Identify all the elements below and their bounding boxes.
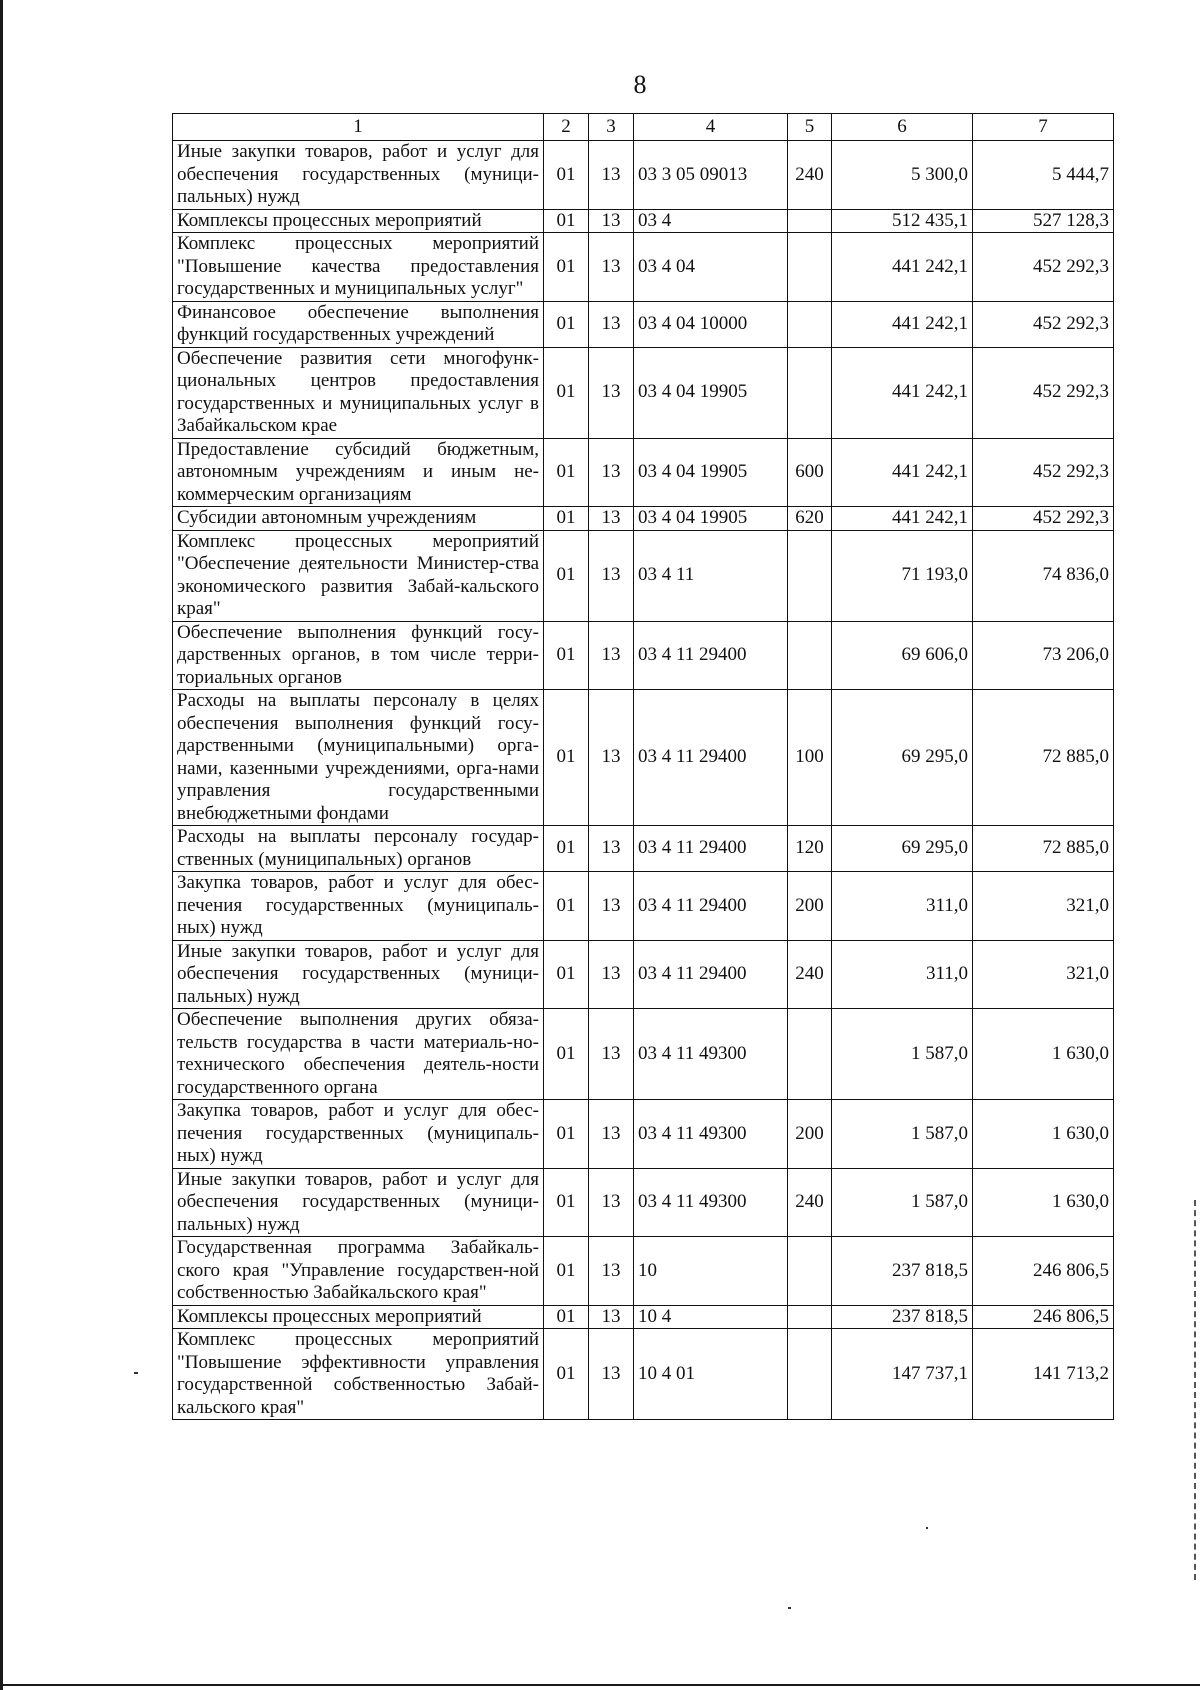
row-subsection-cell: 13 <box>589 1329 634 1420</box>
row-target-article-cell: 03 4 11 49300 <box>634 1009 788 1100</box>
row-expense-type-cell: 240 <box>788 141 832 210</box>
row-subsection-cell: 13 <box>589 438 634 507</box>
row-amount-year2-cell: 74 836,0 <box>973 530 1114 621</box>
row-section-cell: 01 <box>544 347 589 438</box>
row-name-cell: Иные закупки товаров, работ и услуг для обеспечения государственных (муници-пальных) нужд <box>173 141 544 210</box>
column-header: 4 <box>634 114 788 141</box>
row-expense-type-cell <box>788 301 832 347</box>
table-row <box>173 233 1114 302</box>
row-subsection-cell: 13 <box>589 1305 634 1329</box>
row-name-cell: Предоставление субсидий бюджетным, автономным учреждениям и иным не-коммерческим организациям <box>173 438 544 507</box>
row-subsection-cell: 13 <box>589 1168 634 1237</box>
row-amount-year2-cell: 452 292,3 <box>973 233 1114 302</box>
row-section-cell: 01 <box>544 209 589 233</box>
row-amount-year2-cell: 321,0 <box>973 940 1114 1009</box>
row-amount-year2-cell: 73 206,0 <box>973 621 1114 690</box>
row-name-cell: Комплекс процессных мероприятий "Повышение качества предоставления государственных и муниципальных услуг" <box>173 233 544 302</box>
row-amount-year2-cell: 72 885,0 <box>973 826 1114 872</box>
row-section-cell: 01 <box>544 507 589 531</box>
row-target-article-cell: 03 4 04 19905 <box>634 438 788 507</box>
row-amount-year1-cell: 69 295,0 <box>832 826 973 872</box>
row-amount-year1-cell: 311,0 <box>832 872 973 941</box>
row-expense-type-cell <box>788 621 832 690</box>
scan-edge-bottom <box>0 1684 1200 1686</box>
row-amount-year1-cell: 69 295,0 <box>832 690 973 826</box>
row-target-article-cell: 03 4 11 29400 <box>634 690 788 826</box>
row-section-cell: 01 <box>544 690 589 826</box>
row-name-cell: Субсидии автономным учреждениям <box>173 507 544 531</box>
row-target-article-cell: 10 <box>634 1237 788 1306</box>
row-target-article-cell: 10 4 <box>634 1305 788 1329</box>
table-row <box>173 347 1114 438</box>
table-row <box>173 1168 1114 1237</box>
table-row <box>173 209 1114 233</box>
table-row <box>173 872 1114 941</box>
row-target-article-cell: 03 4 11 29400 <box>634 621 788 690</box>
table-row <box>173 690 1114 826</box>
column-header: 6 <box>832 114 973 141</box>
row-target-article-cell: 03 4 11 29400 <box>634 872 788 941</box>
table-row <box>173 1305 1114 1329</box>
row-target-article-cell: 03 3 05 09013 <box>634 141 788 210</box>
row-amount-year2-cell: 72 885,0 <box>973 690 1114 826</box>
table-row <box>173 507 1114 531</box>
row-expense-type-cell: 120 <box>788 826 832 872</box>
row-amount-year2-cell: 141 713,2 <box>973 1329 1114 1420</box>
row-expense-type-cell: 600 <box>788 438 832 507</box>
row-amount-year1-cell: 147 737,1 <box>832 1329 973 1420</box>
row-amount-year1-cell: 71 193,0 <box>832 530 973 621</box>
scan-speck <box>926 1527 928 1529</box>
row-section-cell: 01 <box>544 826 589 872</box>
row-amount-year2-cell: 452 292,3 <box>973 347 1114 438</box>
row-subsection-cell: 13 <box>589 507 634 531</box>
row-expense-type-cell <box>788 530 832 621</box>
row-amount-year1-cell: 512 435,1 <box>832 209 973 233</box>
row-amount-year1-cell: 237 818,5 <box>832 1305 973 1329</box>
row-subsection-cell: 13 <box>589 530 634 621</box>
row-amount-year1-cell: 311,0 <box>832 940 973 1009</box>
row-section-cell: 01 <box>544 438 589 507</box>
table-row <box>173 1329 1114 1420</box>
row-name-cell: Комплексы процессных мероприятий <box>173 209 544 233</box>
row-section-cell: 01 <box>544 141 589 210</box>
row-section-cell: 01 <box>544 872 589 941</box>
row-amount-year2-cell: 1 630,0 <box>973 1168 1114 1237</box>
row-name-cell: Иные закупки товаров, работ и услуг для обеспечения государственных (муници-пальных) нужд <box>173 1168 544 1237</box>
row-expense-type-cell <box>788 1009 832 1100</box>
row-amount-year1-cell: 5 300,0 <box>832 141 973 210</box>
row-name-cell: Государственная программа Забайкаль-ского края "Управление государствен-ной собственностью Забайкальского края" <box>173 1237 544 1306</box>
row-name-cell: Комплекс процессных мероприятий "Повышение эффективности управления государственной собственностью Забай-кальского края" <box>173 1329 544 1420</box>
row-section-cell: 01 <box>544 940 589 1009</box>
table-row <box>173 301 1114 347</box>
row-target-article-cell: 03 4 04 19905 <box>634 507 788 531</box>
row-section-cell: 01 <box>544 1100 589 1169</box>
row-section-cell: 01 <box>544 1237 589 1306</box>
row-name-cell: Закупка товаров, работ и услуг для обес-печения государственных (муниципаль-ных) нужд <box>173 872 544 941</box>
row-target-article-cell: 03 4 11 29400 <box>634 940 788 1009</box>
row-amount-year2-cell: 527 128,3 <box>973 209 1114 233</box>
row-expense-type-cell <box>788 209 832 233</box>
row-subsection-cell: 13 <box>589 1009 634 1100</box>
table-row <box>173 438 1114 507</box>
column-header: 3 <box>589 114 634 141</box>
row-subsection-cell: 13 <box>589 1100 634 1169</box>
table-row <box>173 826 1114 872</box>
row-amount-year1-cell: 441 242,1 <box>832 233 973 302</box>
row-section-cell: 01 <box>544 233 589 302</box>
row-amount-year1-cell: 69 606,0 <box>832 621 973 690</box>
column-header: 1 <box>173 114 544 141</box>
row-name-cell: Обеспечение выполнения функций госу-дарственных органов, в том числе терри-ториальных органов <box>173 621 544 690</box>
row-target-article-cell: 03 4 04 10000 <box>634 301 788 347</box>
row-subsection-cell: 13 <box>589 209 634 233</box>
row-name-cell: Закупка товаров, работ и услуг для обес-печения государственных (муниципаль-ных) нужд <box>173 1100 544 1169</box>
table-row <box>173 1009 1114 1100</box>
row-subsection-cell: 13 <box>589 233 634 302</box>
row-subsection-cell: 13 <box>589 940 634 1009</box>
scan-speck <box>134 1372 138 1374</box>
row-expense-type-cell: 620 <box>788 507 832 531</box>
row-target-article-cell: 03 4 04 <box>634 233 788 302</box>
row-subsection-cell: 13 <box>589 301 634 347</box>
row-section-cell: 01 <box>544 530 589 621</box>
row-section-cell: 01 <box>544 1009 589 1100</box>
row-subsection-cell: 13 <box>589 141 634 210</box>
row-amount-year1-cell: 237 818,5 <box>832 1237 973 1306</box>
row-amount-year2-cell: 5 444,7 <box>973 141 1114 210</box>
row-section-cell: 01 <box>544 1305 589 1329</box>
row-name-cell: Комплекс процессных мероприятий "Обеспечение деятельности Министер-ства экономического развития Забай-кальского края" <box>173 530 544 621</box>
row-amount-year1-cell: 1 587,0 <box>832 1009 973 1100</box>
table-row <box>173 940 1114 1009</box>
row-amount-year1-cell: 441 242,1 <box>832 438 973 507</box>
row-amount-year1-cell: 1 587,0 <box>832 1100 973 1169</box>
row-subsection-cell: 13 <box>589 621 634 690</box>
row-section-cell: 01 <box>544 1168 589 1237</box>
budget-table <box>172 113 1114 1420</box>
row-amount-year2-cell: 452 292,3 <box>973 438 1114 507</box>
table-row <box>173 141 1114 210</box>
table-row <box>173 621 1114 690</box>
row-section-cell: 01 <box>544 1329 589 1420</box>
row-name-cell: Обеспечение развития сети многофунк-циональных центров предоставления государственных и муниципальных услуг в Забайкальском крае <box>173 347 544 438</box>
row-expense-type-cell: 240 <box>788 940 832 1009</box>
row-name-cell: Расходы на выплаты персоналу государ-ственных (муниципальных) органов <box>173 826 544 872</box>
row-expense-type-cell: 100 <box>788 690 832 826</box>
row-expense-type-cell <box>788 347 832 438</box>
row-amount-year2-cell: 452 292,3 <box>973 507 1114 531</box>
row-amount-year1-cell: 441 242,1 <box>832 301 973 347</box>
row-expense-type-cell <box>788 1329 832 1420</box>
row-subsection-cell: 13 <box>589 872 634 941</box>
row-name-cell: Расходы на выплаты персоналу в целях обеспечения выполнения функций госу-дарственными (муниципальными) орга-нами, казенными учреждениями, орга-нами управления государственными внебюджетными фондами <box>173 690 544 826</box>
column-header: 2 <box>544 114 589 141</box>
row-amount-year1-cell: 1 587,0 <box>832 1168 973 1237</box>
row-section-cell: 01 <box>544 301 589 347</box>
row-subsection-cell: 13 <box>589 690 634 826</box>
row-amount-year2-cell: 246 806,5 <box>973 1237 1114 1306</box>
row-subsection-cell: 13 <box>589 826 634 872</box>
row-name-cell: Финансовое обеспечение выполнения функций государственных учреждений <box>173 301 544 347</box>
row-target-article-cell: 10 4 01 <box>634 1329 788 1420</box>
row-expense-type-cell: 240 <box>788 1168 832 1237</box>
row-subsection-cell: 13 <box>589 347 634 438</box>
row-name-cell: Комплексы процессных мероприятий <box>173 1305 544 1329</box>
column-header: 7 <box>973 114 1114 141</box>
row-amount-year2-cell: 246 806,5 <box>973 1305 1114 1329</box>
row-amount-year2-cell: 321,0 <box>973 872 1114 941</box>
row-name-cell: Иные закупки товаров, работ и услуг для обеспечения государственных (муници-пальных) нужд <box>173 940 544 1009</box>
row-name-cell: Обеспечение выполнения других обяза-тельств государства в части материаль-но-технического обеспечения деятель-ности государственного органа <box>173 1009 544 1100</box>
column-header: 5 <box>788 114 832 141</box>
table-row <box>173 530 1114 621</box>
scan-speck <box>788 1607 791 1609</box>
scan-edge-left <box>0 0 3 1690</box>
table-row <box>173 1237 1114 1306</box>
row-expense-type-cell <box>788 1237 832 1306</box>
row-amount-year2-cell: 1 630,0 <box>973 1009 1114 1100</box>
row-amount-year1-cell: 441 242,1 <box>832 347 973 438</box>
row-target-article-cell: 03 4 11 49300 <box>634 1100 788 1169</box>
table-header-row <box>173 114 1114 141</box>
row-target-article-cell: 03 4 11 49300 <box>634 1168 788 1237</box>
row-expense-type-cell <box>788 233 832 302</box>
row-expense-type-cell <box>788 1305 832 1329</box>
table-row <box>173 1100 1114 1169</box>
row-expense-type-cell: 200 <box>788 1100 832 1169</box>
page-number: 8 <box>633 70 647 99</box>
row-expense-type-cell: 200 <box>788 872 832 941</box>
row-section-cell: 01 <box>544 621 589 690</box>
scan-edge-right <box>1192 1200 1196 1580</box>
row-subsection-cell: 13 <box>589 1237 634 1306</box>
row-amount-year2-cell: 452 292,3 <box>973 301 1114 347</box>
row-target-article-cell: 03 4 11 <box>634 530 788 621</box>
row-target-article-cell: 03 4 11 29400 <box>634 826 788 872</box>
row-amount-year2-cell: 1 630,0 <box>973 1100 1114 1169</box>
row-target-article-cell: 03 4 04 19905 <box>634 347 788 438</box>
row-target-article-cell: 03 4 <box>634 209 788 233</box>
row-amount-year1-cell: 441 242,1 <box>832 507 973 531</box>
